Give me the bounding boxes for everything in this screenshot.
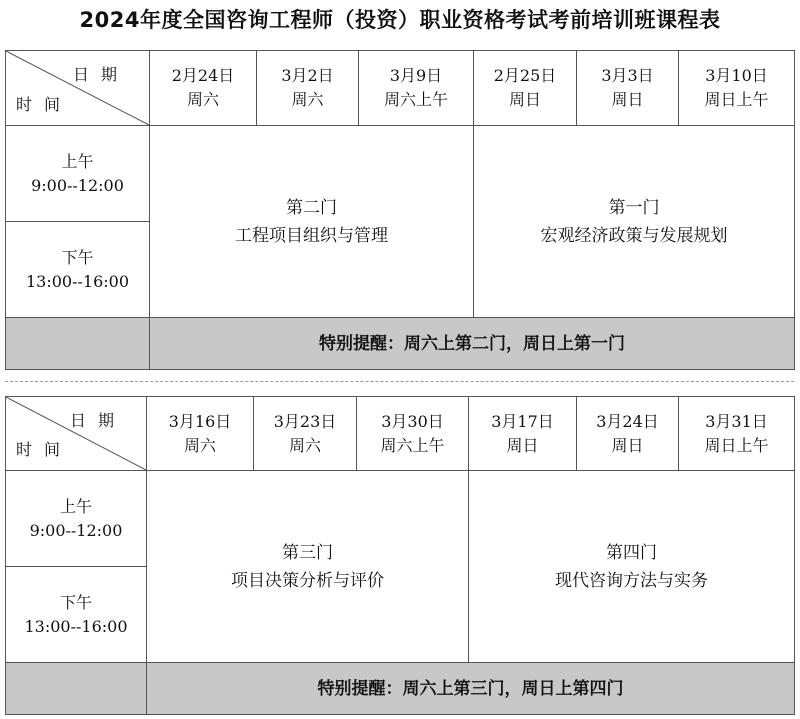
course-cell: 第四门 现代咨询方法与实务 (469, 471, 795, 663)
date-column-header: 2月24日 周六 (150, 51, 257, 126)
date-column-header: 3月31日 周日上午 (679, 397, 795, 471)
date-column-header: 3月30日 周六上午 (357, 397, 469, 471)
reminder-spacer-cell (6, 663, 147, 715)
date-column-header: 3月16日 周六 (147, 397, 254, 471)
page-title: 2024年度全国咨询工程师（投资）职业资格考试考前培训班课程表 (79, 8, 721, 32)
date-column-header: 3月9日 周六上午 (359, 51, 474, 126)
header-corner-cell (6, 397, 147, 471)
header-corner-cell (6, 51, 150, 126)
course-cell: 第三门 项目决策分析与评价 (147, 471, 469, 663)
time-slot-morning: 上午 9:00--12:00 (6, 471, 147, 567)
date-header-label: 日期 (69, 411, 126, 430)
date-column-header: 3月3日 周日 (577, 51, 679, 126)
date-column-header: 3月23日 周六 (254, 397, 357, 471)
reminder-spacer-cell (6, 318, 150, 370)
date-column-header: 2月25日 周日 (474, 51, 577, 126)
date-column-header: 3月24日 周日 (577, 397, 679, 471)
time-slot-afternoon: 下午 13:00--16:00 (6, 567, 147, 663)
table-divider (5, 381, 794, 382)
special-reminder: 特别提醒：周六上第三门，周日上第四门 (147, 663, 795, 715)
course-cell: 第一门 宏观经济政策与发展规划 (474, 126, 795, 318)
date-column-header: 3月10日 周日上午 (679, 51, 795, 126)
course-cell: 第二门 工程项目组织与管理 (150, 126, 474, 318)
time-header-label: 时间 (16, 95, 73, 114)
time-header-label: 时间 (16, 440, 73, 459)
date-header-label: 日期 (72, 65, 129, 84)
time-slot-afternoon: 下午 13:00--16:00 (6, 222, 150, 318)
schedule-table-2 (5, 396, 795, 715)
time-slot-morning: 上午 9:00--12:00 (6, 126, 150, 222)
special-reminder: 特别提醒：周六上第二门，周日上第一门 (150, 318, 795, 370)
date-column-header: 3月2日 周六 (257, 51, 359, 126)
schedule-table-1 (5, 50, 795, 370)
date-column-header: 3月17日 周日 (469, 397, 577, 471)
